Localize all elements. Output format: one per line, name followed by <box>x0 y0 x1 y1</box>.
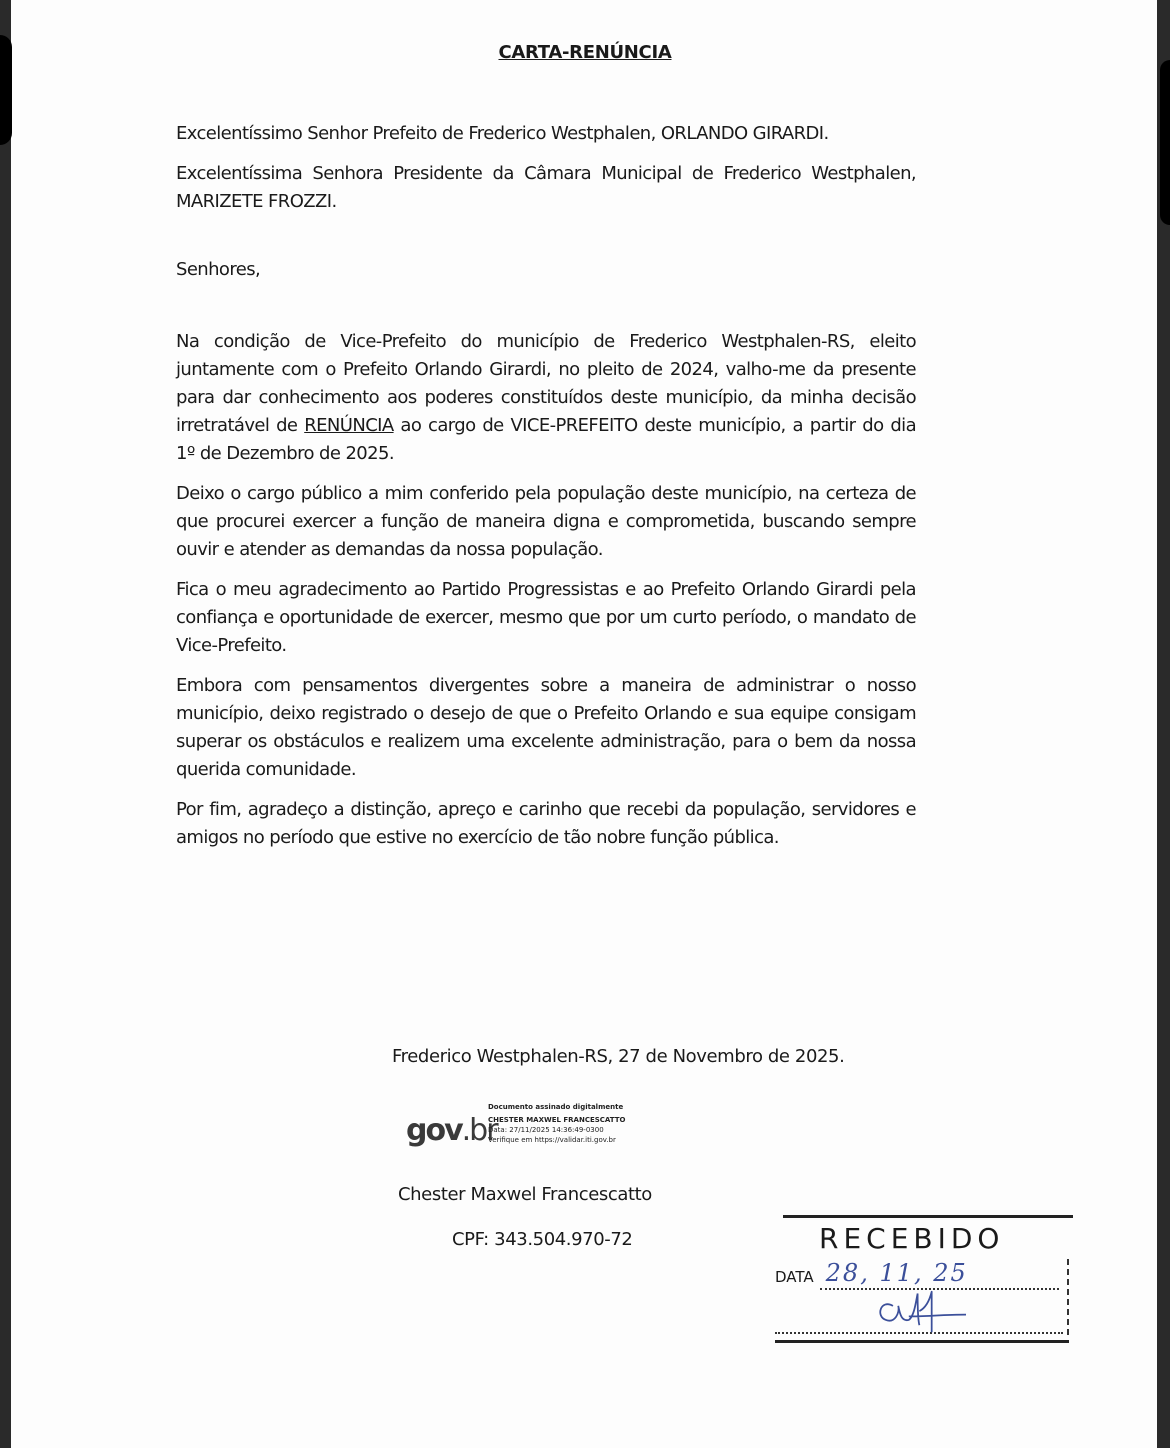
paragraph-resignation <box>176 328 916 468</box>
signature-heading: Documento assinado digitalmente <box>488 1103 624 1111</box>
signature-details <box>488 1102 625 1145</box>
govbr-logo-suffix: .br <box>461 1113 497 1148</box>
govbr-logo-text: gov <box>406 1113 462 1148</box>
paragraph-service: Deixo o cargo público a mim conferido pela população deste município, na certeza de que procurei exercer a função de maneira digna e comprometida, buscando sempre ouvir e atender as demandas da nossa população. <box>176 483 916 560</box>
stamp-signature-dotted-line <box>775 1290 1063 1334</box>
stamp-handwritten-date: 28, 11, 25 <box>825 1259 968 1287</box>
stamp-date-dotted-line <box>820 1256 1059 1290</box>
stamp-right-border <box>1067 1259 1069 1335</box>
signer-cpf: CPF: 343.504.970-72 <box>452 1229 633 1250</box>
signature-area <box>0 1040 1170 1448</box>
handwritten-initials-signature <box>867 1290 977 1334</box>
document-title: CARTA-RENÚNCIA <box>498 42 672 63</box>
stamp-label: RECEBIDO <box>819 1222 1005 1255</box>
stamp-date-row <box>775 1256 1073 1290</box>
stamp-date-label: DATA <box>775 1268 814 1286</box>
govbr-logo <box>406 1113 497 1148</box>
signer-name: Chester Maxwel Francescatto <box>398 1184 652 1205</box>
signature-signer: CHESTER MAXWEL FRANCESCATTO <box>488 1116 626 1124</box>
govbr-digital-signature <box>406 1102 706 1162</box>
place-and-date: Frederico Westphalen-RS, 27 de Novembro de 2025. <box>392 1046 845 1067</box>
photo-edge-shadow-right <box>1160 60 1170 225</box>
paragraph-wishes: Embora com pensamentos divergentes sobre a maneira de administrar o nosso município, deixo registrado o desejo de que o Prefeito Orlando e sua equipe consigam superar os obstáculos e realizem uma excelente administração, para o bem da nossa querida comunidade. <box>176 675 916 780</box>
stamp-bottom-border <box>775 1340 1069 1343</box>
signature-verify-url: Verifique em https://validar.iti.gov.br <box>488 1136 616 1144</box>
addressee-mayor: Excelentíssimo Senhor Prefeito de Frederico Westphalen, ORLANDO GIRARDI. <box>176 123 829 144</box>
paragraph-thanks-party: Fica o meu agradecimento ao Partido Progressistas e ao Prefeito Orlando Girardi pela confiança e oportunidade de exercer, mesmo que por um curto período, o mandato de Vice-Prefeito. <box>176 579 916 656</box>
signature-timestamp: Data: 27/11/2025 14:36:49-0300 <box>488 1126 604 1134</box>
paragraph-closing: Por fim, agradeço a distinção, apreço e carinho que recebi da população, servidores e amigos no período que estive no exercício de tão nobre função pública. <box>176 799 916 848</box>
resignation-text-start: Na condição de Vice-Prefeito do município de Frederico Westphalen-RS, eleito juntamente com o Prefeito Orlando Girardi, no pleito de 2024, valho-me da presente para dar conhecimento aos poderes constituídos deste município, da minha decisão irretratável de <box>176 331 916 436</box>
resignation-text-end: ao cargo de VICE-PREFEITO deste município, a partir do dia 1º de Dezembro de 2025. <box>176 415 916 464</box>
received-stamp <box>775 1215 1073 1343</box>
stamp-top-border <box>783 1215 1073 1218</box>
letter-body <box>176 120 916 864</box>
addressee-council-president: Excelentíssima Senhora Presidente da Câmara Municipal de Frederico Westphalen, MARIZETE FROZZI. <box>176 163 916 212</box>
salutation: Senhores, <box>176 259 261 280</box>
resignation-keyword: RENÚNCIA <box>304 415 394 436</box>
